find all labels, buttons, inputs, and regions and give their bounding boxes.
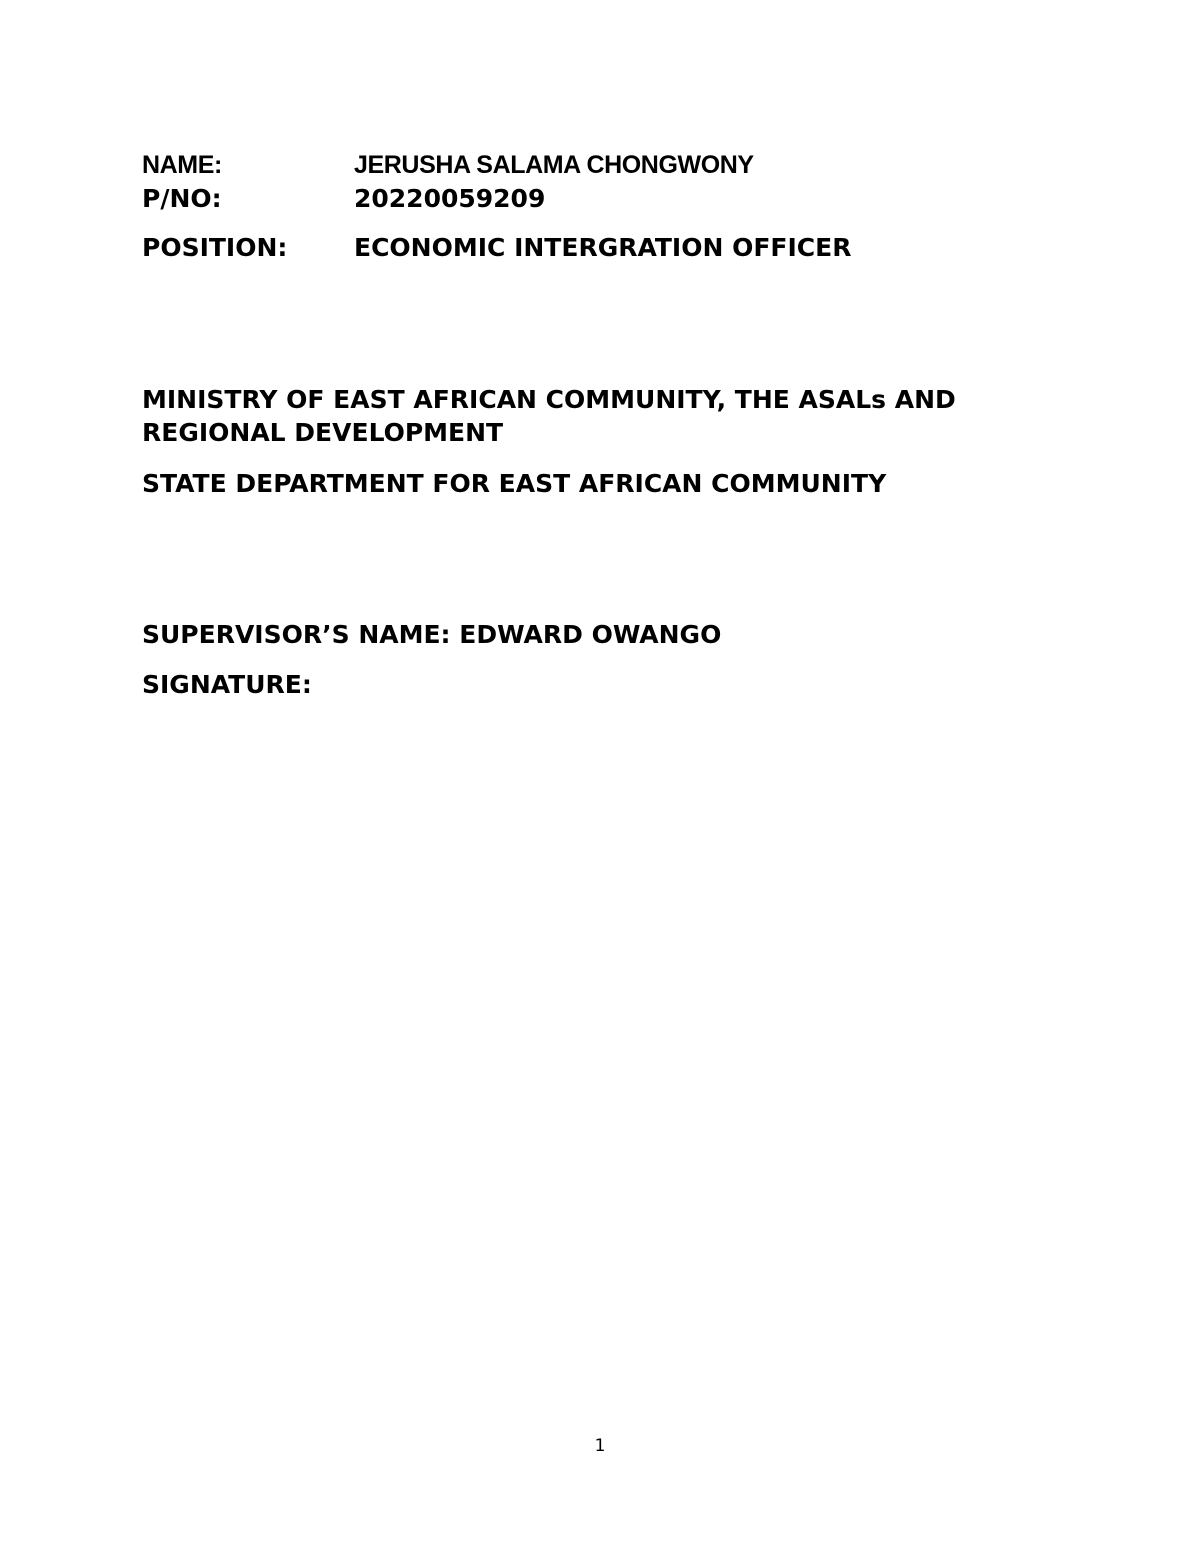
- ministry-line-2: REGIONAL DEVELOPMENT: [142, 418, 504, 447]
- position-row: [142, 231, 852, 265]
- position-value: ECONOMIC INTERGRATION OFFICER: [354, 233, 852, 262]
- state-department: STATE DEPARTMENT FOR EAST AFRICAN COMMUNITY: [142, 469, 887, 498]
- name-value: JERUSHA SALAMA CHONGWONY: [354, 151, 754, 179]
- pno-label: P/NO:: [142, 184, 222, 213]
- supervisor-name: SUPERVISOR’S NAME: EDWARD OWANGO: [142, 620, 722, 649]
- ministry-line-1: MINISTRY OF EAST AFRICAN COMMUNITY, THE ASALs AND: [142, 385, 956, 414]
- name-row: [142, 148, 754, 182]
- position-label: POSITION:: [142, 233, 288, 262]
- pno-value: 20220059209: [354, 184, 546, 213]
- name-label: NAME:: [142, 151, 222, 179]
- signature-label: SIGNATURE:: [142, 670, 312, 699]
- pno-row: [142, 182, 545, 216]
- page-number: 1: [594, 1436, 606, 1456]
